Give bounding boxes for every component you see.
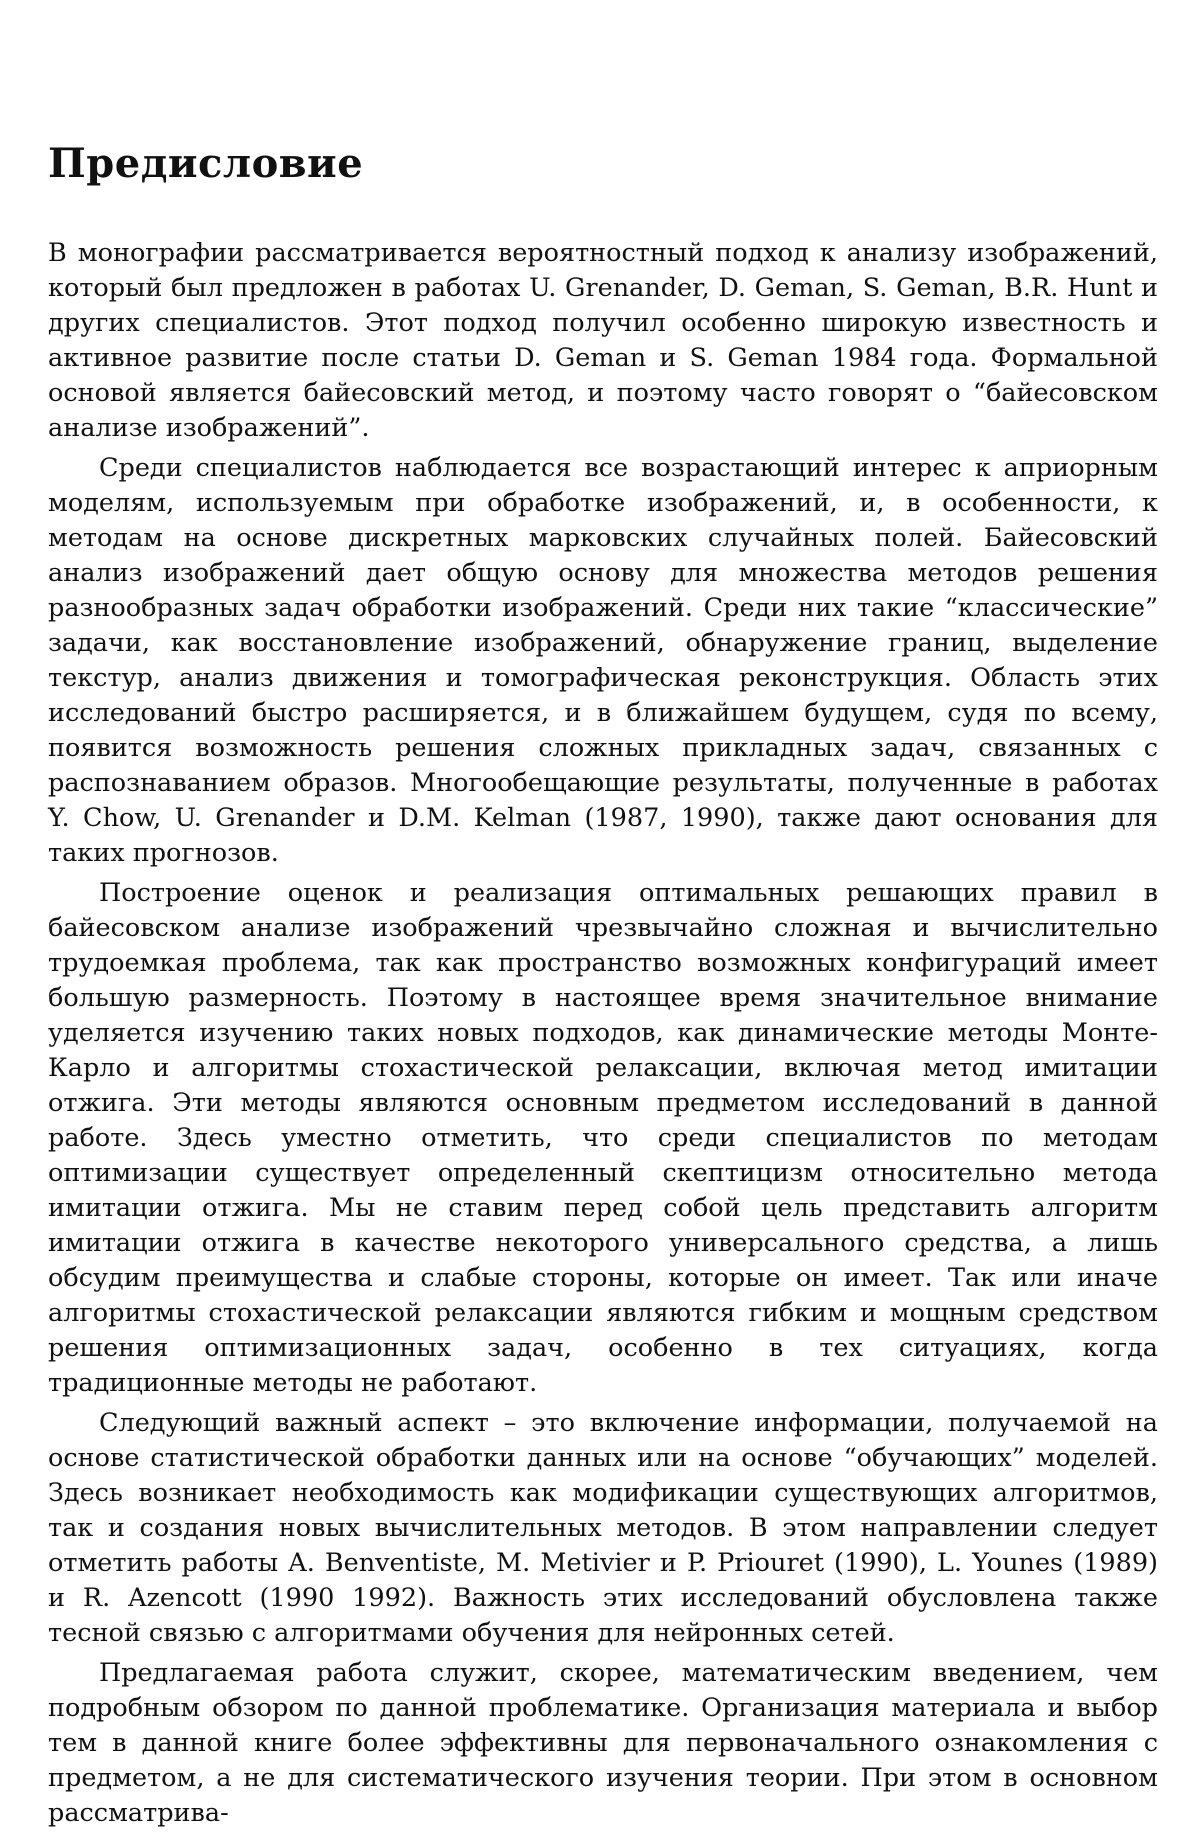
page [48,0,1158,1828]
chapter-heading: Предисловие [48,140,364,187]
paragraph-3: Построение оценок и реализация оптимальных решающих правил в байесовском анализе изображений чрезвычайно сложная и вычислительно трудоемкая проблема, так как пространство возможных конфигураций имеет большую размерность. Поэтому в настоящее время значительное внимание уделяется изучению таких новых подходов, как динамические методы Монте-Карло и алгоритмы стохастической релаксации, включая метод имитации отжига. Эти методы являются основным предметом исследований в данной работе. Здесь уместно отметить, что среди специалистов по методам оптимизации существует определенный скептицизм относительно метода имитации отжига. Мы не ставим перед собой цель представить алгоритм имитации отжига в качестве некоторого универсального средства, а лишь обсудим преимущества и слабые стороны, которые он имеет. Так или иначе алгоритмы стохастической релаксации являются гибким и мощным средством решения оптимизационных задач, особенно в тех ситуациях, когда традиционные методы не работают. [48,878,1158,1398]
paragraph-4: Следующий важный аспект – это включение информации, получаемой на основе статистической обработки данных или на основе “обучающих” моделей. Здесь возникает необходимость как модификации существующих алгоритмов, так и создания новых вычислительных методов. В этом направлении следует отметить работы A. Benventiste, M. Metivier и P. Priouret (1990), L. Younes (1989) и R. Azencott (1990 1992). Важность этих исследований обусловлена также тесной связью с алгоритмами обучения для нейронных сетей. [48,1408,1158,1648]
body-text [48,236,1158,1836]
paragraph-2: Среди специалистов наблюдается все возрастающий интерес к априорным моделям, используемым при обработке изображений, и, в особенности, к методам на основе дискретных марковских случайных полей. Байесовский анализ изображений дает общую основу для множества методов решения разнообразных задач обработки изображений. Среди них такие “классические” задачи, как восстановление изображений, обнаружение границ, выделение текстур, анализ движения и томографическая реконструкция. Область этих исследований быстро расширяется, и в ближайшем будущем, судя по всему, появится возможность решения сложных прикладных задач, связанных с распознаванием образов. Многообещающие результаты, полученные в работах Y. Chow, U. Grenander и D.M. Kelman (1987, 1990), также дают основания для таких прогнозов. [48,453,1158,868]
paragraph-1: В монографии рассматривается вероятностный подход к анализу изображений, который был предложен в работах U. Grenander, D. Geman, S. Geman, B.R. Hunt и других специалистов. Этот подход получил особенно широкую известность и активное развитие после статьи D. Geman и S. Geman 1984 года. Формальной основой является байесовский метод, и поэтому часто говорят о “байесовском анализе изображений”. [48,238,1158,443]
paragraph-5: Предлагаемая работа служит, скорее, математическим введением, чем подробным обзором по данной проблематике. Организация материала и выбор тем в данной книге более эффективны для первоначального ознакомления с предметом, а не для систематического изучения теории. При этом в основном рассматрива- [48,1658,1158,1828]
